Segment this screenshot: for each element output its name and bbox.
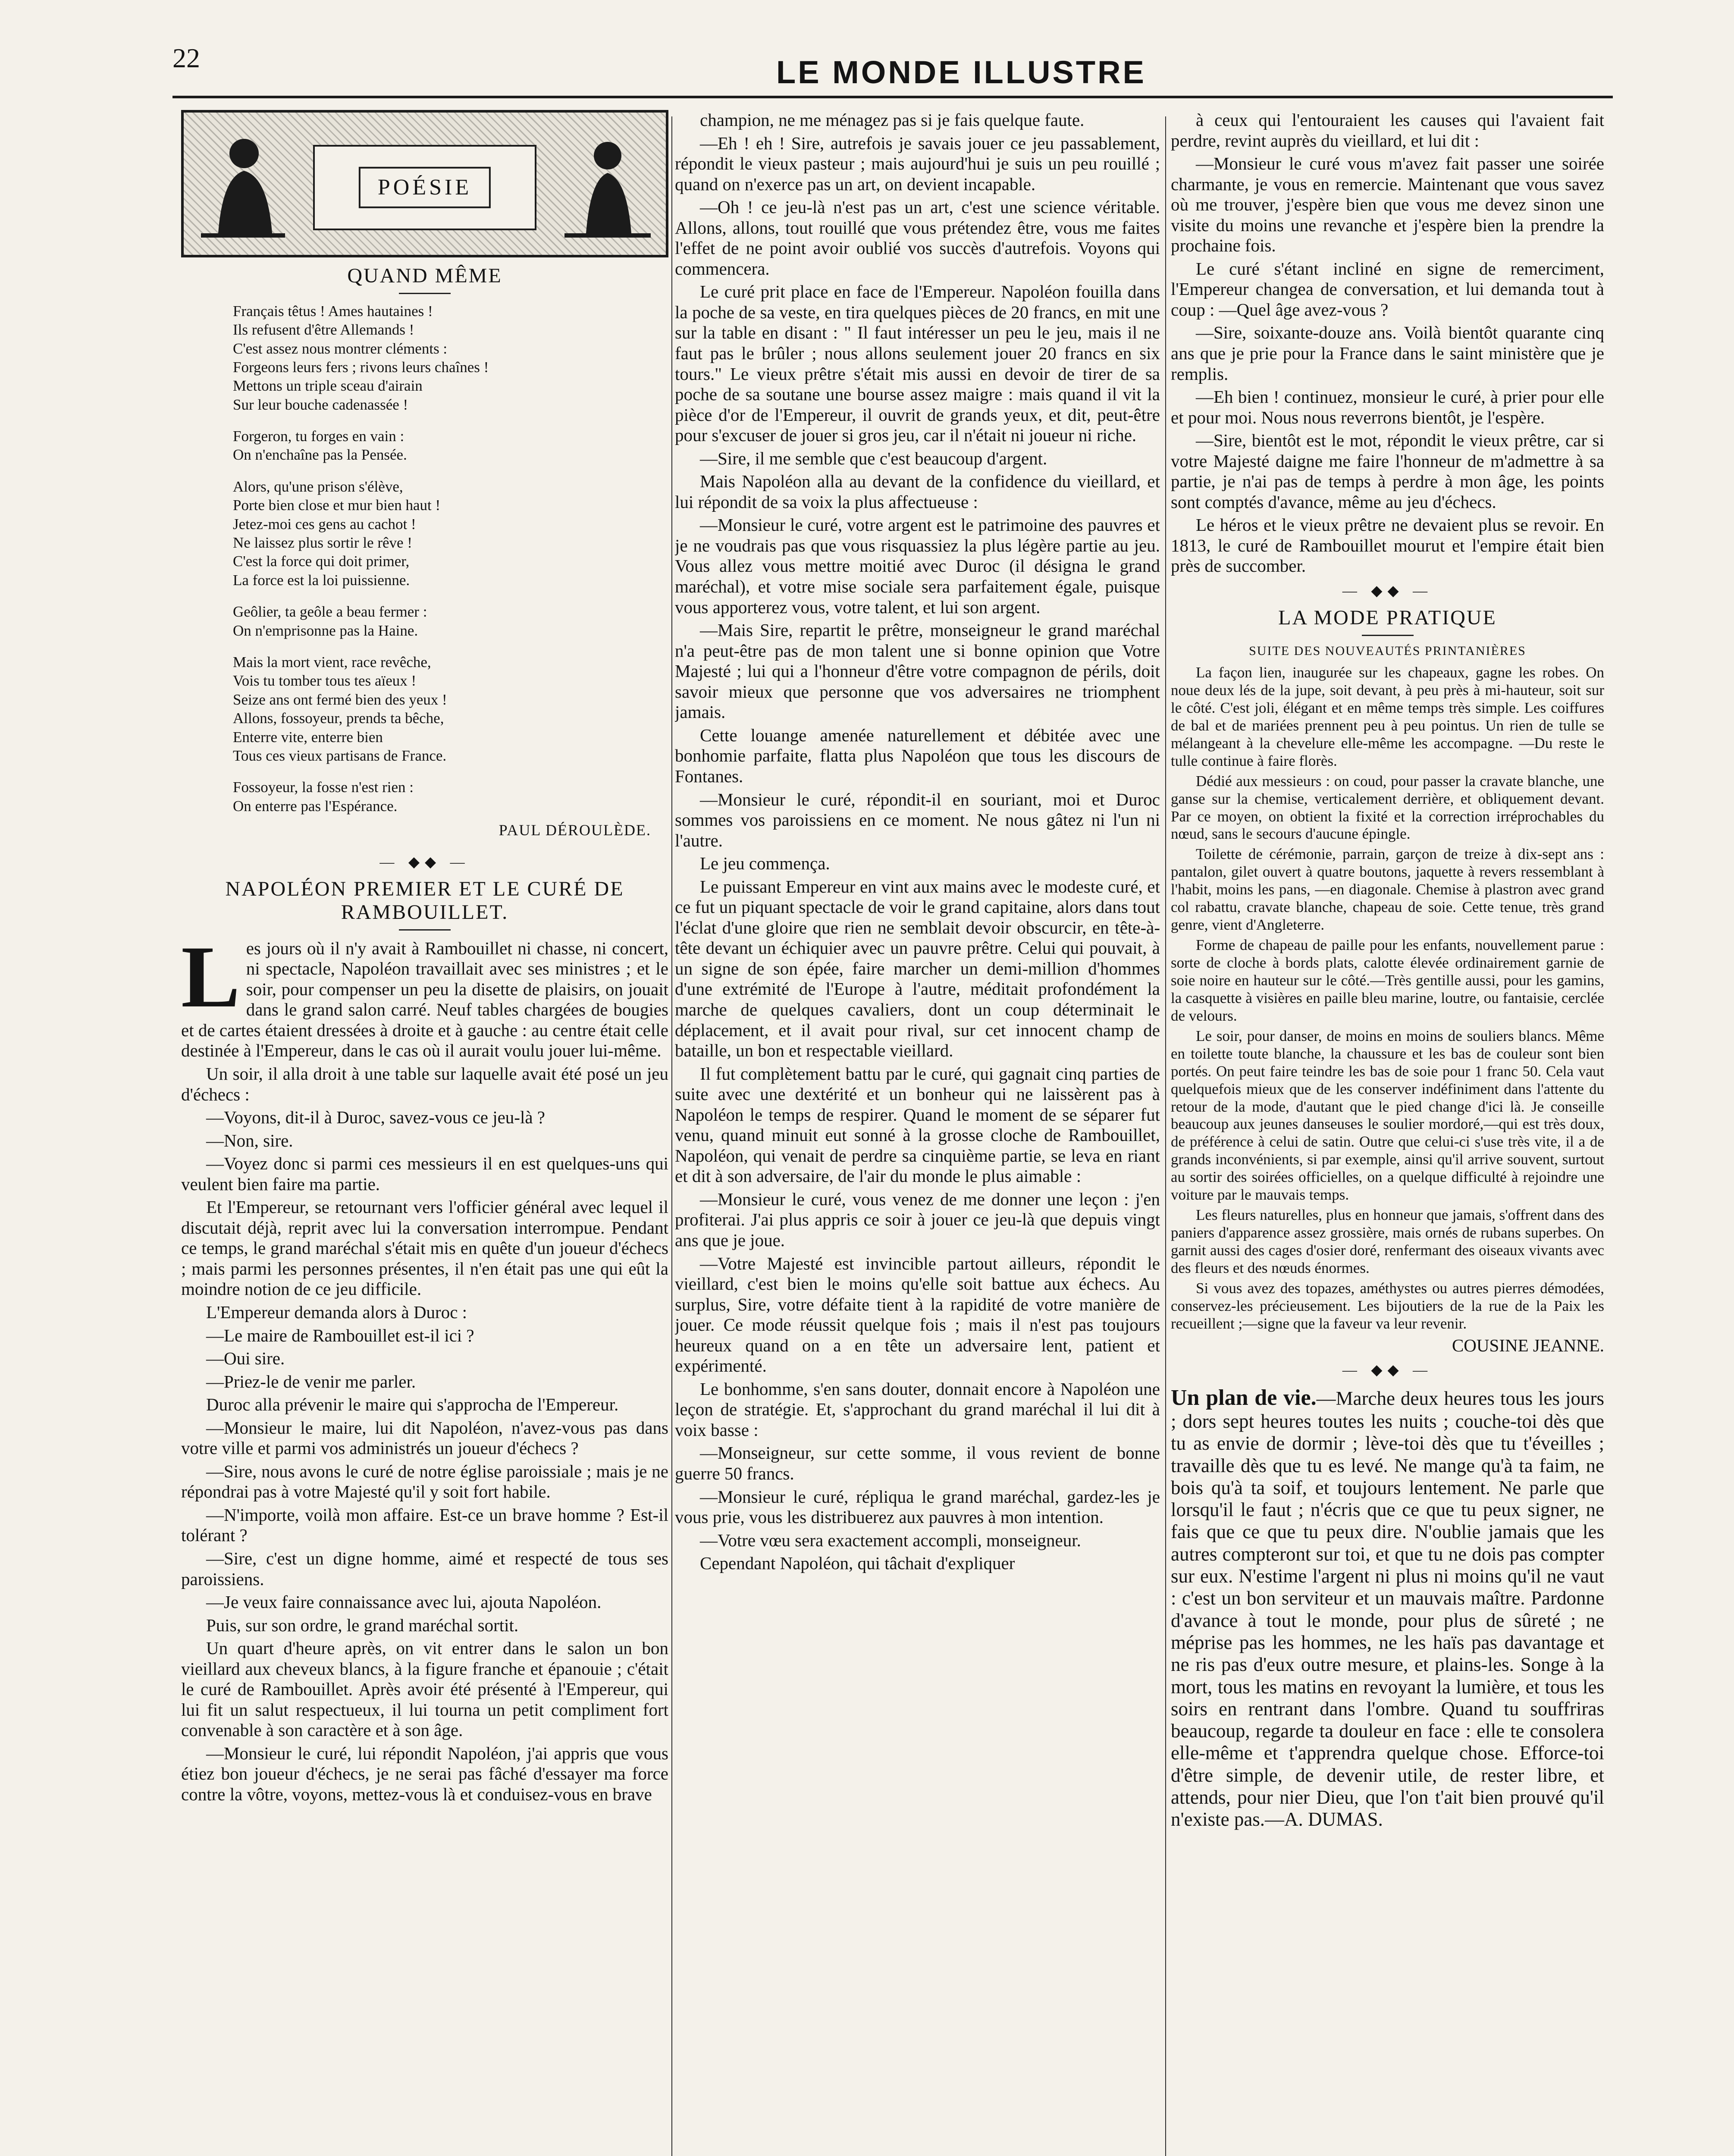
poem-line: Ne laissez plus sortir le rêve ! <box>233 534 412 552</box>
poem-line: On n'enchaîne pas la Pensée. <box>233 446 407 464</box>
story-paragraph: —Monseigneur, sur cette somme, il vous revient de bonne guerre 50 francs. <box>675 1443 1160 1483</box>
poem-stanza <box>233 778 668 815</box>
poem-line: On n'emprisonne pas la Haine. <box>233 622 418 639</box>
mode-paragraph: Toilette de cérémonie, parrain, garçon de treize à dix-sept ans : pantalon, gilet ouvert à quatre boutons, jaquette à revers ressemblant à l'habit, moins les pans, —en diagonale. Chemise à plastron avec grand col rabattu, cravate blanche, chapeau de soie. Cette tenue, très grand genre, vient d'Angleterre. <box>1171 846 1604 934</box>
column-3 <box>1171 110 1604 2156</box>
story-paragraph: —Oui sire. <box>206 1348 285 1369</box>
poem-line: Sur leur bouche cadenassée ! <box>233 396 408 413</box>
story-paragraph: —Sire, bientôt est le mot, répondit le vieux prêtre, car si votre Majesté daigne me faire l'honneur de m'admettre à sa partie, je n'ai pas de temps à perdre à mon âge, les points sont comptés d'avance, même au jeu d'échecs. <box>1171 430 1604 512</box>
story-paragraph: —Monsieur le curé, votre argent est le patrimoine des pauvres et je ne voudrais pas que vous risquassiez la plus légère partie au jeu. Vous allez vous mettre moitié avec Duroc (il désigna le grand maréchal), et votre mise sociale sera parfaitement égale, puisque vous apporterez vous, votre talent, et lui son argent. <box>675 515 1160 617</box>
poem-line: Seize ans ont fermé bien des yeux ! <box>233 691 447 708</box>
story-paragraph: à ceux qui l'entouraient les causes qui l'avaient fait perdre, revint auprès du vieillard, et lui dit : <box>1171 110 1604 150</box>
story-paragraph: —Sire, nous avons le curé de notre église paroissiale ; mais je ne répondrai pas à votre Majesté qu'il y soit fort habile. <box>181 1461 668 1502</box>
section-ornament: — ◆◆ — <box>379 854 470 870</box>
poem-stanza <box>233 653 668 765</box>
story-paragraph: —Sire, soixante-douze ans. Voilà bientôt quarante cinq ans que je prie pour la France dans le saint ministère que je remplis. <box>1171 323 1604 384</box>
poem-line: C'est la force qui doit primer, <box>233 553 410 570</box>
mode-paragraph: Le soir, pour danser, de moins en moins de souliers blancs. Même en toilette toute blanche, la chaussure et les bas de couleur sont bien portés. On peut faire teindre les bas de soie pour 1 franc 50. Cela vaut quelquefois mieux que de les conserver indéfiniment dans l'attente du retour de la mode, d'autant que le pied change d'ici là. Je conseille beaucoup aux jeunes danseuses le soulier mordoré,—qui est très doux, de préférence à celui de satin. Outre que celui-ci s'use très vite, il a de grands inconvénients, si par exemple, ainsi qu'il arrive souvent, surtout au sortir des soirées officielles, on a quelque difficulté à rejoindre une voiture par le mauvais temps. <box>1171 1027 1604 1203</box>
poem-stanza <box>233 302 668 414</box>
poem <box>181 302 668 840</box>
title-rule <box>399 929 451 931</box>
mode-paragraph: Si vous avez des topazes, améthystes ou autres pierres démodées, conservez-les précieusement. Les bijoutiers de la rue de la Paix les recueillent ;—signe que la faveur va leur revenir. <box>1171 1279 1604 1332</box>
story-paragraph: —Oh ! ce jeu-là n'est pas un art, c'est une science véritable. Allons, allons, tout rouillé que vous prétendez être, vous me faites l'effet de ne point avoir oublié vos succès d'autrefois. Voyons qui commencera. <box>675 197 1160 279</box>
poem-line: Porte bien close et mur bien haut ! <box>233 497 441 514</box>
story-paragraph: —Monsieur le curé, répondit-il en souriant, moi et Duroc sommes vos paroissiens en ce moment. Ne nous gâtez ni l'un ni l'autre. <box>675 789 1160 850</box>
poem-stanza <box>233 477 668 589</box>
story-paragraph: Le curé prit place en face de l'Empereur. Napoléon fouilla dans la poche de sa veste, en tira quelques pièces de 20 francs, en mit une sur la table en disant : " Il faut intéresser un peu le jeu, mais il ne faut pas le brûler ; nous allons seulement jouer 20 francs en six tours." Le vieux prêtre s'était mis aussi en devoir de tirer de sa poche de sa soutane une bourse assez maigre : mais quand il vit la pièce d'or de l'Empereur, il ouvrit de grands yeux, et dit, peut-être pour s'excuser de jouer si gros jeu, car il n'était ni joueur ni riche. <box>675 282 1160 445</box>
mode-paragraph: Dédié aux messieurs : on coud, pour passer la cravate blanche, une ganse sur la chemise, verticalement derrière, et obliquement devant. Par ce moyen, on obtient la fixité et la correction irréprochables du nœud, sans le secours d'aucune épingle. <box>1171 772 1604 843</box>
story-paragraph: Le héros et le vieux prêtre ne devaient plus se revoir. En 1813, le curé de Rambouillet mourut et l'empire était bien près de succomber. <box>1171 515 1604 576</box>
story-paragraph: —Voyons, dit-il à Duroc, savez-vous ce jeu-là ? <box>206 1107 545 1128</box>
column-rule <box>1165 116 1166 2156</box>
column-rule <box>671 116 672 2156</box>
story-title: NAPOLÉON PREMIER ET LE CURÉ DE RAMBOUILLET. <box>225 877 624 924</box>
poem-author: PAUL DÉROULÈDE. <box>499 821 651 839</box>
mode-paragraph: Les fleurs naturelles, plus en honneur que jamais, s'offrent dans des paniers d'apparence assez grossière, mais ornés de rubans superbes. On garnit aussi des cages d'osier doré, renfermant des oiseaux vivants avec des fleurs et des nœuds énormes. <box>1171 1206 1604 1276</box>
poem-line: C'est assez nous montrer cléments : <box>233 340 448 357</box>
header-rule <box>172 96 1613 98</box>
story-paragraph: —Voyez donc si parmi ces messieurs il en est quelques-uns qui veulent bien faire ma partie. <box>181 1153 668 1194</box>
story-paragraph: champion, ne me ménagez pas si je fais quelque faute. <box>700 110 1085 130</box>
story-paragraph: Il fut complètement battu par le curé, qui gagnait cinq parties de suite avec une dextérité et un bonheur qui ne laissèrent pas à Napoléon le temps de respirer. Quand le moment de se séparer fut venu, quand minuit eut sonné à la grosse cloche de Rambouillet, Napoléon, qui venait de perdre sa cinquième partie, se leva en riant et dit à son adversaire, de l'air du monde le plus aimable : <box>675 1063 1160 1186</box>
story-paragraph: —Monsieur le curé, répliqua le grand maréchal, gardez-les je vous prie, vous les distribuerez aux pauvres à mon intention. <box>675 1486 1160 1527</box>
story-paragraph: Le puissant Empereur en vint aux mains avec le modeste curé, et ce fut un piquant spectacle de voir le grand capitaine, alors dans tout l'éclat d'une gloire que rien ne semblait devoir obscurcir, en tête-à-tête devant un échiquier avec un pauvre prêtre. Celui qui pouvait, à un signe de son épée, faire marcher un demi-million d'hommes d'une extrémité de l'Europe à l'autre, méditait profondément la marche de quelques cavaliers, dont un coup déterminait le déplacement, et il avait pour rival, sur cet innocent champ de bataille, un bon et respectable vieillard. <box>675 876 1160 1061</box>
banner-label: POÉSIE <box>359 167 491 208</box>
poem-title: QUAND MÊME <box>347 264 502 287</box>
masthead: LE MONDE ILLUSTRE <box>776 54 1146 90</box>
mode-signature: COUSINE JEANNE. <box>1452 1335 1604 1355</box>
story-paragraph: —Monsieur le curé vous m'avez fait passer une soirée charmante, je vous en remercie. Maintenant que vous savez où me trouver, j'espère bien que vous me devez sinon une visite du moins une revanche et j'espère bien la prendre la prochaine fois. <box>1171 154 1604 256</box>
poem-line: Tous ces vieux partisans de France. <box>233 747 447 764</box>
poem-line: La force est la loi puissienne. <box>233 571 410 589</box>
column-1 <box>181 110 668 2156</box>
story-paragraph: —Non, sire. <box>206 1130 293 1150</box>
poem-stanza <box>233 602 668 640</box>
poem-stanza <box>233 427 668 464</box>
story-paragraph: Un soir, il alla droit à une table sur laquelle avait été posé un jeu d'échecs : <box>181 1063 668 1104</box>
story-paragraph: Et l'Empereur, se retournant vers l'officier général avec lequel il discutait déjà, reprit avec lui la conversation interrompue. Pendant ce temps, le grand maréchal s'était mis en quête d'un joueur d'échecs ; mais parmi les personnes présentes, il n'en était pas une qui eût la moindre notion de ce jeu difficile. <box>181 1197 668 1299</box>
story-opening-paragraph <box>181 928 668 1061</box>
poem-line: Jetez-moi ces gens au cachot ! <box>233 515 416 533</box>
story-paragraph: —Votre vœu sera exactement accompli, monseigneur. <box>700 1530 1081 1550</box>
story-paragraph: Cette louange amenée naturellement et débitée avec une bonhomie parfaite, flatta plus Napoléon que tous les discours de Fontanes. <box>675 725 1160 786</box>
banner-frame <box>313 145 536 230</box>
poem-line: Mais la mort vient, race revêche, <box>233 654 431 671</box>
column-2 <box>675 110 1160 2156</box>
life-plan-lead: Un plan de vie. <box>1171 1385 1317 1410</box>
poem-line: Allons, fossoyeur, prends ta bêche, <box>233 710 444 727</box>
story-paragraph: Un quart d'heure après, on vit entrer dans le salon un bon vieillard aux cheveux blancs, à la figure franche et épanouie ; c'était le curé de Rambouillet. Après avoir été présenté à l'Empereur, qui lui fit un salut respectueux, il lui tourna un petit compliment fort convenable à son caractère et à son âge. <box>181 1638 668 1740</box>
poem-line: Enterre vite, enterre bien <box>233 728 383 746</box>
story-paragraph: —Monsieur le curé, lui répondit Napoléon, j'ai appris que vous étiez bon joueur d'échecs, je ne serai pas fâché d'essayer ma force contre la vôtre, voyons, mettez-vous là et conduisez-vous en brave <box>181 1743 668 1805</box>
poem-line: Alors, qu'une prison s'élève, <box>233 478 403 495</box>
mode-subtitle: SUITE DES NOUVEAUTÉS PRINTANIÈRES <box>1249 644 1526 658</box>
story-body <box>181 1064 668 1805</box>
poem-line: Forgeons leurs fers ; rivons leurs chaînes ! <box>233 358 489 376</box>
page-number: 22 <box>172 43 200 73</box>
story-paragraph: Le curé s'étant incliné en signe de remerciment, l'Empereur changea de conversation, et lui demanda tout à coup : —Quel âge avez-vous ? <box>1171 258 1604 320</box>
mode-paragraph: Forme de chapeau de paille pour les enfants, nouvellement parue : sorte de cloche à bords plats, calotte élevée ordinairement garnie de soie noire en hauteur sur le côté.—Très gentille aussi, pour les gamins, la casquette à visières en paille bleu marine, loutre, ou fantaisie, cerclée de velours. <box>1171 937 1604 1024</box>
mode-title: LA MODE PRATIQUE <box>1278 606 1497 630</box>
story-paragraph: —Monsieur le curé, vous venez de me donner une leçon : j'en profiterai. J'ai plus appris ce soir à jouer ce jeu-là que depuis vingt ans que je joue. <box>675 1189 1160 1250</box>
story-paragraph: Le jeu commença. <box>700 853 830 874</box>
story-paragraph: —Mais Sire, repartit le prêtre, monseigneur le grand maréchal n'a peut-être pas de mon talent une si bonne opinion que Votre Majesté ; lui qui a l'honneur d'être votre compagnon de périls, doit savoir mieux que personne que vos adversaires ne triomphent jamais. <box>675 620 1160 722</box>
story-paragraph: —Monsieur le maire, lui dit Napoléon, n'avez-vous pas dans votre ville et parmi vos administrés un joueur d'échecs ? <box>181 1417 668 1458</box>
drop-cap: L <box>181 928 240 1026</box>
story-paragraph: —Sire, c'est un digne homme, aimé et respecté de tous ses paroissiens. <box>181 1548 668 1589</box>
seated-figure-icon <box>192 130 292 238</box>
poem-line: Mettons un triple sceau d'airain <box>233 377 423 395</box>
story-paragraph: Duroc alla prévenir le maire qui s'approcha de l'Empereur. <box>206 1395 619 1415</box>
poem-line: Ils refusent d'être Allemands ! <box>233 321 414 338</box>
poetry-banner <box>181 110 668 257</box>
mode-body <box>1171 664 1604 1333</box>
poem-line: On enterre pas l'Espérance. <box>233 797 398 815</box>
poem-line: Vois tu tomber tous tes aïeux ! <box>233 672 417 689</box>
story-paragraph: Cependant Napoléon, qui tâchait d'expliquer <box>700 1553 1015 1573</box>
poem-line: Geôlier, ta geôle a beau fermer : <box>233 603 427 620</box>
story-paragraph: L'Empereur demanda alors à Duroc : <box>206 1302 467 1322</box>
title-rule <box>1362 635 1414 636</box>
life-plan-text: —Marche deux heures tous les jours ; dors sept heures toutes les nuits ; couche-toi dès que tu as envie de dormir ; lève-toi dès que tu t'éveilles ; travaille dès que tu es levé. Ne mange qu'à ta faim, ne bois qu'à ta soif, et toujours lentement. Ne parle que lorsqu'il le faut ; n'écris que ce que tu peux signer, ne fais que ce que tu peux dire. N'oublie jamais que les autres compteront sur toi, et que tu ne dois pas compter sur eux. N'estime l'argent ni plus ni moins qu'il ne vaut : c'est un bon serviteur et un mauvais maître. Pardonne d'avance à tout le monde, pour plus de sûreté ; ne méprise pas les hommes, ne les haïs pas davantage et ne ris pas d'eux outre mesure, et plains-les. Songe à la mort, tous les matins en revoyant la lumière, et tous les soirs en rentrant dans l'ombre. Quand tu souffriras beaucoup, regarde ta douleur en face : elle te consolera elle-même et t'apprendra quelque chose. Efforce-toi d'être simple, de devenir utile, de rester libre, et attends, pour nier Dieu, que l'on t'ait bien prouvé qu'il n'existe pas.—A. DUMAS. <box>1171 1387 1604 1830</box>
story-paragraph: —Priez-le de venir me parler. <box>206 1371 416 1391</box>
story-paragraph: —Votre Majesté est invincible partout ailleurs, répondit le vieillard, c'est bien le moins qu'elle soit battue aux échecs. Au surplus, Sire, votre défaite tient à la rapidité de votre manière de jouer. Ce mode réussit quelque fois ; mais il n'est pas toujours heureux quand on a en tête un adversaire lent, patient et expérimenté. <box>675 1253 1160 1376</box>
story-paragraph: Puis, sur son ordre, le grand maréchal sortit. <box>206 1615 519 1635</box>
poem-line: Fossoyeur, la fosse n'est rien : <box>233 779 414 796</box>
story-paragraph: Mais Napoléon alla au devant de la confidence du vieillard, et lui répondit de sa voix la plus affectueuse : <box>675 471 1160 512</box>
poem-line: Forgeron, tu forges en vain : <box>233 428 404 445</box>
story-paragraph: —N'importe, voilà mon affaire. Est-ce un brave homme ? Est-il tolérant ? <box>181 1504 668 1545</box>
title-rule <box>399 293 451 294</box>
life-plan <box>1171 1385 1604 1831</box>
story-paragraph: —Eh ! eh ! Sire, autrefois je savais jouer ce jeu passablement, répondit le vieux pasteur ; mais aujourd'hui je suis un peu rouillé ; quand on n'exerce pas un art, on devient incapable. <box>675 133 1160 194</box>
section-ornament: — ◆◆ — <box>1342 583 1433 599</box>
story-paragraph: —Sire, il me semble que c'est beaucoup d'argent. <box>700 448 1047 468</box>
section-ornament: — ◆◆ — <box>1342 1362 1433 1379</box>
story-body <box>675 110 1160 1574</box>
opening-text: es jours où il n'y avait à Rambouillet ni chasse, ni concert, ni spectacle, Napoléon travaillait avec ses ministres ; et le soir, pour compenser un peu la disette de plaisirs, on jouait dans le grand salon carré. Neuf tables chargées de bougies et de cartes étaient dressées à droite et à gauche : au centre était celle destinée à l'Empereur, dans le cas où il aurait voulu jouer lui-même. <box>181 938 668 1061</box>
story-paragraph: —Le maire de Rambouillet est-il ici ? <box>206 1325 474 1345</box>
poem-line: Français têtus ! Ames hautaines ! <box>233 302 433 320</box>
story-conclusion <box>1171 110 1604 577</box>
mode-paragraph: La façon lien, inaugurée sur les chapeaux, gagne les robes. On noue deux lés de la jupe, soit devant, à peu près à mi-hauteur, soit sur le côté. C'est joli, élégant et en même temps très simple. Les coiffures de bal et de mariées prennent peu à peu pointus. Un rien de tulle se mélangeant à la chevelure elle-même les accompagne. —Du reste le tulle continue à faire florès. <box>1171 664 1604 769</box>
story-paragraph: Le bonhomme, s'en sans douter, donnait encore à Napoléon une leçon de stratégie. Et, s'approchant du grand maréchal il lui dit à voix basse : <box>675 1379 1160 1440</box>
story-paragraph: —Eh bien ! continuez, monsieur le curé, à prier pour elle et pour moi. Nous nous reverrons bientôt, je l'espère. <box>1171 387 1604 427</box>
mode-signature-line <box>1171 1335 1604 1356</box>
story-paragraph: —Je veux faire connaissance avec lui, ajouta Napoléon. <box>206 1592 602 1612</box>
child-figure-icon <box>558 130 657 238</box>
